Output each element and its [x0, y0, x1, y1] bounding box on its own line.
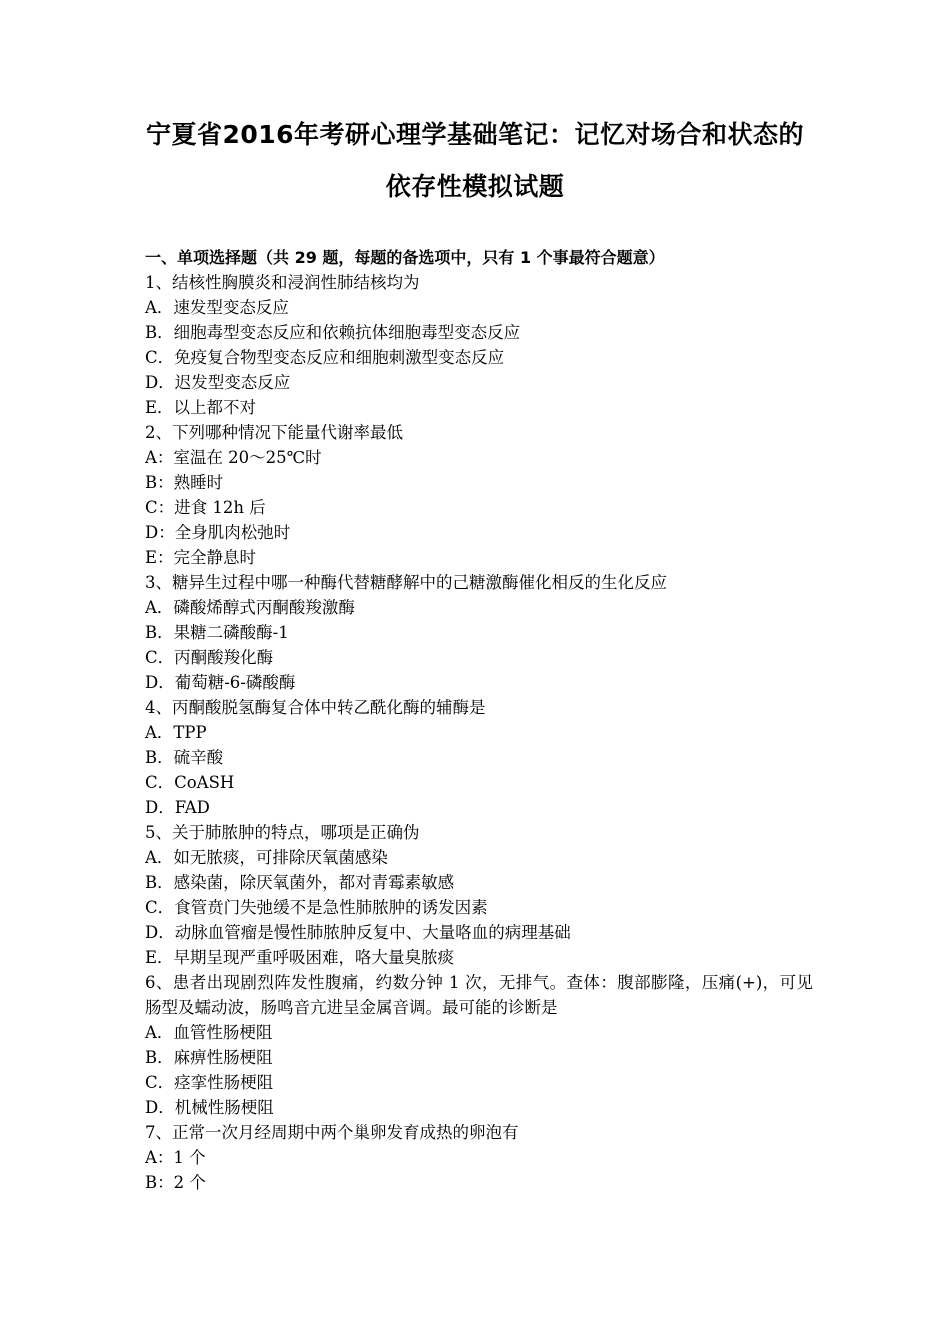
option-a: A．血管性肠梗阻 — [145, 1023, 273, 1042]
option-b: B．感染菌，除厌氧菌外，都对青霉素敏感 — [145, 873, 455, 892]
question-6 — [145, 970, 813, 1120]
option-a: A．磷酸烯醇式丙酮酸羧激酶 — [145, 598, 355, 617]
option-c: C．食管贲门失弛缓不是急性肺脓肿的诱发因素 — [145, 898, 488, 917]
question-text: 6、患者出现剧烈阵发性腹痛，约数分钟 1 次，无排气。查体：腹部膨隆，压痛(+)，可见肠型及蠕动波，肠鸣音亢进呈金属音调。最可能的诊断是 — [145, 973, 813, 1017]
option-d: D．FAD — [145, 798, 210, 817]
question-text: 2、下列哪种情况下能量代谢率最低 — [145, 423, 403, 442]
question-text: 4、丙酮酸脱氢酶复合体中转乙酰化酶的辅酶是 — [145, 698, 486, 717]
question-text: 1、结核性胸膜炎和浸润性肺结核均为 — [145, 273, 420, 292]
option-b: B．硫辛酸 — [145, 748, 224, 767]
option-b: B．细胞毒型变态反应和依赖抗体细胞毒型变态反应 — [145, 323, 521, 342]
question-4 — [145, 695, 813, 820]
option-d: D．机械性肠梗阻 — [145, 1098, 274, 1117]
option-e: E．以上都不对 — [145, 398, 257, 417]
section-header: 一、单项选择题（共 29 题，每题的备选项中，只有 1 个事最符合题意） — [145, 248, 665, 267]
question-5 — [145, 820, 813, 970]
document-title-line-2: 依存性模拟试题 — [385, 172, 565, 201]
option-b: B．果糖二磷酸酶-1 — [145, 623, 289, 642]
exam-content — [145, 245, 813, 1195]
option-c: C．免疫复合物型变态反应和细胞刺激型变态反应 — [145, 348, 505, 367]
option-a: A．TPP — [145, 723, 207, 742]
option-a: A．速发型变态反应 — [145, 298, 289, 317]
question-1 — [145, 270, 813, 420]
option-d: D．迟发型变态反应 — [145, 373, 291, 392]
document-title-line-1: 宁夏省2016年考研心理学基础笔记：记忆对场合和状态的 — [145, 120, 805, 149]
option-d: D．动脉血管瘤是慢性肺脓肿反复中、大量咯血的病理基础 — [145, 923, 571, 942]
option-c: C．CoASH — [145, 773, 235, 792]
option-e: E．早期呈现严重呼吸困难，咯大量臭脓痰 — [145, 948, 455, 967]
option-a: A．如无脓痰，可排除厌氧菌感染 — [145, 848, 388, 867]
option-b: B：熟睡时 — [145, 473, 224, 492]
option-b: B：2 个 — [145, 1173, 206, 1192]
option-d: D．葡萄糖-6-磷酸酶 — [145, 673, 296, 692]
question-2 — [145, 420, 813, 570]
option-c: C．痉挛性肠梗阻 — [145, 1073, 274, 1092]
option-d: D：全身肌肉松弛时 — [145, 523, 291, 542]
question-text: 3、糖异生过程中哪一种酶代替糖酵解中的己糖激酶催化相反的生化反应 — [145, 573, 667, 592]
question-text: 7、正常一次月经周期中两个巢卵发育成热的卵泡有 — [145, 1123, 519, 1142]
option-e: E：完全静息时 — [145, 548, 257, 567]
question-3 — [145, 570, 813, 695]
option-c: C：进食 12h 后 — [145, 498, 266, 517]
option-a: A：室温在 20～25℃时 — [145, 448, 322, 467]
question-text: 5、关于肺脓肿的特点，哪项是正确伪 — [145, 823, 420, 842]
option-a: A：1 个 — [145, 1148, 206, 1167]
option-b: B．麻痹性肠梗阻 — [145, 1048, 273, 1067]
question-7 — [145, 1120, 813, 1195]
option-c: C．丙酮酸羧化酶 — [145, 648, 274, 667]
